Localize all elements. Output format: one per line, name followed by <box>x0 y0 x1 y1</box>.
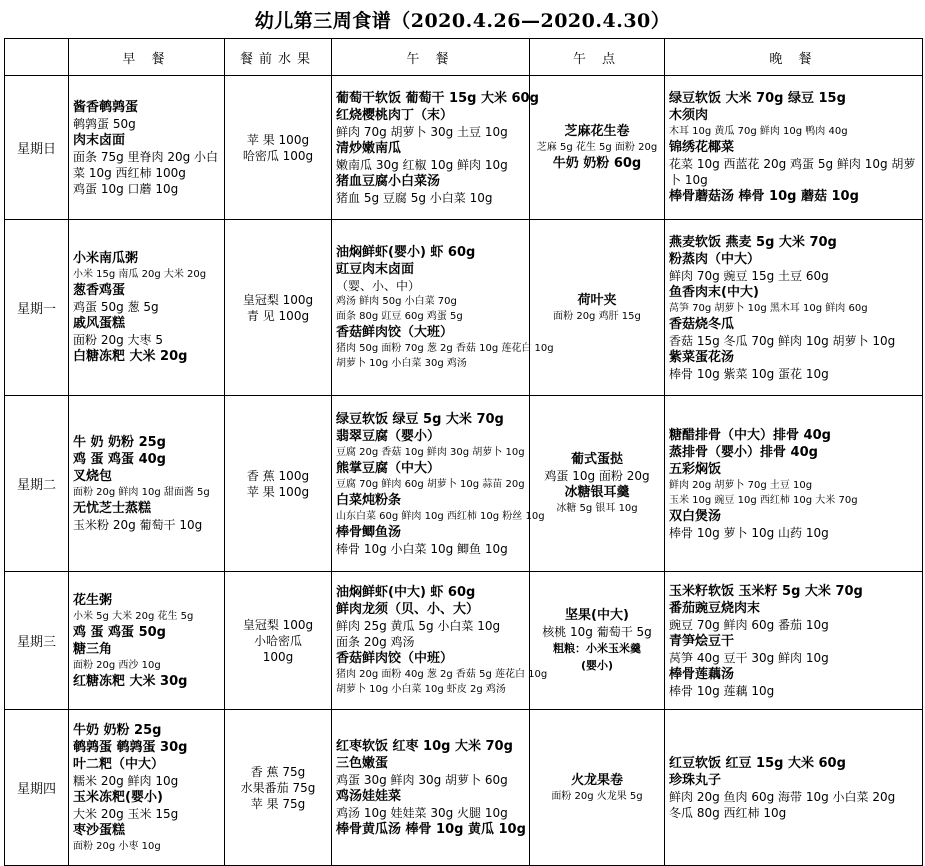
menu-line: 面条 80g 豇豆 60g 鸡蛋 5g <box>336 311 463 322</box>
menu-line: 花生粥 <box>73 592 113 608</box>
menu-body <box>5 76 923 866</box>
header-fruit: 餐前水果 <box>225 39 332 76</box>
breakfast-cell <box>69 710 225 866</box>
menu-line: 糯米 20g 鲜肉 10g <box>73 773 179 788</box>
menu-line: 鱼香肉末(中大) <box>669 284 759 300</box>
menu-line: 锦绣花椰菜 <box>669 140 735 155</box>
lunch-cell <box>332 710 530 866</box>
dinner-cell <box>665 76 923 220</box>
menu-line: 苹 果 100g <box>246 132 310 147</box>
menu-line: 鲜肉 20g 鱼肉 60g 海带 10g 小白菜 20g <box>669 789 896 804</box>
menu-line: 面粉 20g 火龙果 5g <box>551 790 643 802</box>
snack-cell <box>530 710 665 866</box>
menu-line: 玉米冻粑(婴小) <box>73 789 163 805</box>
menu-line: 水果番茄 75g <box>240 780 316 795</box>
menu-line: 莴笋 70g 胡萝卜 10g 黑木耳 10g 鲜肉 60g <box>669 302 868 314</box>
menu-line: 白菜炖粉条 <box>336 492 402 508</box>
menu-line: 粗粮：小米玉米羹 <box>553 642 641 655</box>
menu-line: 玉米籽软饭 玉米籽 5g 大米 70g <box>669 583 863 599</box>
menu-line: 棒骨 10g 小白菜 10g 鲫鱼 10g <box>336 541 508 556</box>
menu-line: 肉末卤面 <box>73 132 126 148</box>
menu-line: 油焖鲜虾(中大) 虾 60g <box>336 585 476 600</box>
menu-line: 棒骨鲫鱼汤 <box>336 524 402 540</box>
dinner-cell <box>665 220 923 396</box>
menu-line: 鸡 蛋 鸡蛋 40g <box>73 452 166 467</box>
breakfast-cell <box>69 396 225 572</box>
menu-line: 蒸排骨（婴小）排骨 40g <box>669 444 818 460</box>
menu-line: 哈密瓜 100g <box>242 148 314 163</box>
menu-line: 芝麻花生卷 <box>564 124 630 139</box>
menu-line: 鲜肉 25g 黄瓜 5g 小白菜 10g <box>336 619 501 633</box>
menu-line: 粉蒸肉（中大） <box>669 251 761 267</box>
menu-line: 豌豆 70g 鲜肉 60g 番茄 10g <box>669 617 829 632</box>
menu-line: 冰糖银耳羹 <box>564 485 630 500</box>
menu-line: 核桃 10g 葡萄干 5g <box>542 625 652 639</box>
menu-line: 葱香鸡蛋 <box>73 283 126 298</box>
header-lunch: 午 餐 <box>332 39 530 76</box>
page-title: 幼儿第三周食谱（2020.4.26—2020.4.30） <box>254 10 671 32</box>
menu-line: （婴、小、中） <box>336 279 421 293</box>
lunch-cell <box>332 220 554 396</box>
fruit-cell <box>225 220 332 396</box>
lunch-cell <box>332 572 548 710</box>
menu-line: 酱香鹌鹑蛋 <box>73 99 139 115</box>
menu-line: 葡式蛋挞 <box>570 452 623 467</box>
menu-line: 香菇 15g 冬瓜 70g 鲜肉 10g 胡萝卜 10g <box>669 333 896 348</box>
menu-line: 鸡 蛋 鸡蛋 50g <box>73 624 166 640</box>
menu-line: 小哈密瓜 <box>253 633 302 648</box>
header-snack: 午 点 <box>530 39 665 76</box>
menu-line: 鲜肉 20g 胡萝卜 70g 土豆 10g <box>669 479 813 491</box>
menu-line: 鸡蛋 50g 葱 5g <box>73 300 159 314</box>
menu-line: 芝麻 5g 花生 5g 面粉 20g <box>536 142 658 153</box>
menu-line: 鸡蛋 10g 口蘑 10g <box>73 181 179 196</box>
menu-line: 牛 奶 奶粉 25g <box>73 435 166 450</box>
menu-line: 胡萝卜 10g 小白菜 30g 鸡汤 <box>336 358 467 369</box>
snack-cell <box>530 572 665 710</box>
lunch-cell <box>332 396 545 572</box>
menu-line: 牛奶 奶粉 25g <box>73 722 162 738</box>
menu-line: 莴笋 40g 豆干 30g 鲜肉 10g <box>669 650 829 665</box>
menu-line: 棒骨 10g 紫菜 10g 蛋花 10g <box>669 366 829 381</box>
snack-cell <box>530 220 665 396</box>
menu-line: 冬瓜 80g 西红柿 10g <box>669 805 787 820</box>
menu-line: (婴小) <box>580 659 614 672</box>
dinner-cell <box>665 396 923 572</box>
breakfast-cell <box>69 572 225 710</box>
menu-line: 鲜肉龙须（贝、小、大） <box>336 602 480 617</box>
menu-line: 戚风蛋糕 <box>73 316 126 331</box>
menu-line: 香菇鲜肉饺（大班） <box>336 325 454 340</box>
menu-line: 叉烧包 <box>73 469 113 484</box>
menu-line: 五彩焖饭 <box>669 461 722 477</box>
menu-line: 木须肉 <box>669 108 709 123</box>
menu-line: 香 蕉 75g <box>250 764 306 779</box>
menu-line: 鲜肉 70g 胡萝卜 30g 土豆 10g <box>336 124 508 139</box>
menu-line: 冰糖 5g 银耳 10g <box>556 503 638 514</box>
fruit-cell <box>225 396 332 572</box>
menu-line: 棒骨黄瓜汤 棒骨 10g 黄瓜 10g <box>336 821 526 837</box>
menu-line: 糖三角 <box>73 641 113 657</box>
menu-line: 木耳 10g 黄瓜 70g 鲜肉 10g 鸭肉 40g <box>669 126 848 137</box>
menu-row <box>5 220 923 396</box>
menu-line: 无忧芝士蒸糕 <box>73 501 152 516</box>
menu-line: 棒骨 10g 萝卜 10g 山药 10g <box>669 525 829 540</box>
menu-line: 绿豆软饭 大米 70g 绿豆 15g <box>669 91 846 106</box>
menu-line: 燕麦软饭 燕麦 5g 大米 70g <box>669 234 837 250</box>
menu-row <box>5 396 923 572</box>
menu-line: 鸡蛋 30g 鲜肉 30g 胡萝卜 60g <box>336 772 508 787</box>
menu-line: 皇冠梨 100g <box>242 292 314 307</box>
menu-line: 猪血豆腐小白菜汤 <box>336 173 441 189</box>
menu-line: 牛奶 奶粉 60g <box>552 156 642 171</box>
menu-line: 苹 果 100g <box>246 484 310 499</box>
menu-line: 山东白菜 60g 鲜肉 10g 西红柿 10g 粉丝 10g <box>336 510 545 522</box>
menu-line: 小米南瓜粥 <box>73 251 139 266</box>
menu-line: 叶二粑（中大） <box>73 756 165 772</box>
menu-line: 花菜 10g 西蓝花 20g 鸡蛋 5g 鲜肉 10g 胡萝卜 10g <box>669 157 916 187</box>
menu-line: 棒骨 10g 莲藕 10g <box>669 683 775 698</box>
menu-line: 红烧樱桃肉丁（末） <box>336 107 454 123</box>
menu-line: 豇豆肉末卤面 <box>336 262 415 277</box>
menu-line: 面粉 20g 大枣 5 <box>73 333 163 347</box>
menu-line: 面粉 20g 鲜肉 10g 甜面酱 5g <box>73 487 210 498</box>
menu-line: 红枣软饭 红枣 10g 大米 70g <box>336 738 513 754</box>
day-cell: 星期一 <box>5 220 69 396</box>
menu-line: 面粉 20g 西沙 10g <box>73 659 161 671</box>
day-cell: 星期二 <box>5 396 69 572</box>
menu-line: 鹌鹑蛋 鹌鹑蛋 30g <box>73 739 188 755</box>
menu-line: 嫩南瓜 30g 红椒 10g 鲜肉 10g <box>336 157 508 172</box>
menu-line: 玉米 10g 豌豆 10g 西红柿 10g 大米 70g <box>669 494 858 506</box>
menu-line: 糖醋排骨（中大）排骨 40g <box>669 427 831 443</box>
menu-line: 胡萝卜 10g 小白菜 10g 虾皮 2g 鸡汤 <box>336 684 506 695</box>
menu-line: 100g <box>262 649 294 664</box>
header-day <box>5 39 69 76</box>
menu-line: 油焖鲜虾(婴小) 虾 60g <box>336 245 476 260</box>
menu-line: 猪血 5g 豆腐 5g 小白菜 10g <box>336 190 493 205</box>
menu-line: 翡翠豆腐（婴小） <box>336 428 441 444</box>
menu-line: 猪肉 20g 面粉 40g 葱 2g 香菇 5g 莲花白 10g <box>336 669 548 680</box>
dinner-cell <box>665 710 923 866</box>
menu-line: 紫菜蛋花汤 <box>669 349 735 365</box>
menu-line: 小米 5g 大米 20g 花生 5g <box>73 610 194 622</box>
header-dinner: 晚 餐 <box>665 39 923 76</box>
menu-line: 红糖冻粑 大米 30g <box>73 673 188 689</box>
menu-line: 小米 15g 南瓜 20g 大米 20g <box>73 269 207 280</box>
header-row <box>5 39 923 76</box>
menu-line: 香菇鲜肉饺（中班） <box>336 651 454 666</box>
day-cell: 星期三 <box>5 572 69 710</box>
lunch-cell <box>332 76 539 220</box>
menu-line: 白糖冻粑 大米 20g <box>73 349 188 364</box>
menu-line: 绿豆软饭 绿豆 5g 大米 70g <box>336 411 504 427</box>
menu-line: 面粉 20g 鸡肝 15g <box>553 310 641 322</box>
menu-line: 棒骨莲藕汤 <box>669 666 735 682</box>
menu-line: 棒骨蘑菇汤 棒骨 10g 蘑菇 10g <box>669 189 859 204</box>
menu-line: 面条 20g 鸡汤 <box>336 635 415 649</box>
menu-row <box>5 572 923 710</box>
menu-line: 青 见 100g <box>246 308 310 323</box>
day-cell: 星期四 <box>5 710 69 866</box>
snack-cell <box>530 76 665 220</box>
header-breakfast: 早 餐 <box>69 39 225 76</box>
menu-line: 枣沙蛋糕 <box>73 822 126 838</box>
menu-line: 葡萄干软饭 葡萄干 15g 大米 60g <box>336 90 539 106</box>
menu-line: 鸡汤娃娃菜 <box>336 788 402 804</box>
menu-line: 熊掌豆腐（中大） <box>336 460 441 476</box>
menu-line: 荷叶夹 <box>577 292 617 308</box>
menu-row <box>5 76 923 220</box>
menu-line: 清炒嫩南瓜 <box>336 140 402 156</box>
menu-line: 香 蕉 100g <box>246 468 310 483</box>
menu-line: 番茄豌豆烧肉末 <box>669 600 761 616</box>
menu-row <box>5 710 923 866</box>
menu-line: 豆腐 70g 鲜肉 60g 胡萝卜 10g 蒜苗 20g <box>336 478 525 490</box>
snack-cell <box>530 396 665 572</box>
menu-line: 面条 75g 里脊肉 20g 小白菜 10g 西红柿 100g <box>73 149 219 180</box>
fruit-cell <box>225 76 332 220</box>
menu-line: 双白煲汤 <box>669 508 722 524</box>
menu-line: 猪肉 50g 面粉 70g 葱 2g 香菇 10g 莲花白 10g <box>336 343 554 354</box>
day-cell: 星期日 <box>5 76 69 220</box>
menu-line: 大米 20g 玉米 15g <box>73 806 179 821</box>
fruit-cell <box>225 572 332 710</box>
menu-line: 鸡蛋 10g 面粉 20g <box>544 469 650 483</box>
menu-line: 玉米粉 20g 葡萄干 10g <box>73 518 203 532</box>
menu-line: 豆腐 20g 香菇 10g 鲜肉 30g 胡萝卜 10g <box>336 446 525 458</box>
menu-line: 皇冠梨 100g <box>242 617 314 632</box>
menu-line: 火龙果卷 <box>570 772 623 788</box>
menu-line: 面粉 20g 小枣 10g <box>73 840 161 852</box>
menu-line: 鸡汤 鲜肉 50g 小白菜 70g <box>336 296 457 307</box>
menu-line: 青笋烩豆干 <box>669 633 735 649</box>
menu-line: 坚果(中大) <box>565 608 629 623</box>
menu-line: 三色嫩蛋 <box>336 755 389 771</box>
menu-line: 鸡汤 10g 娃娃菜 30g 火腿 10g <box>336 805 508 820</box>
breakfast-cell <box>69 220 225 396</box>
dinner-cell <box>665 572 923 710</box>
menu-line: 鲜肉 70g 豌豆 15g 土豆 60g <box>669 268 829 283</box>
menu-line: 珍珠丸子 <box>669 772 722 788</box>
menu-line: 苹 果 75g <box>250 796 306 811</box>
menu-table <box>4 38 923 866</box>
menu-line: 鹌鹑蛋 50g <box>73 116 136 131</box>
menu-line: 红豆软饭 红豆 15g 大米 60g <box>669 755 846 771</box>
fruit-cell <box>225 710 332 866</box>
menu-line: 香菇烧冬瓜 <box>669 316 735 332</box>
breakfast-cell <box>69 76 225 220</box>
